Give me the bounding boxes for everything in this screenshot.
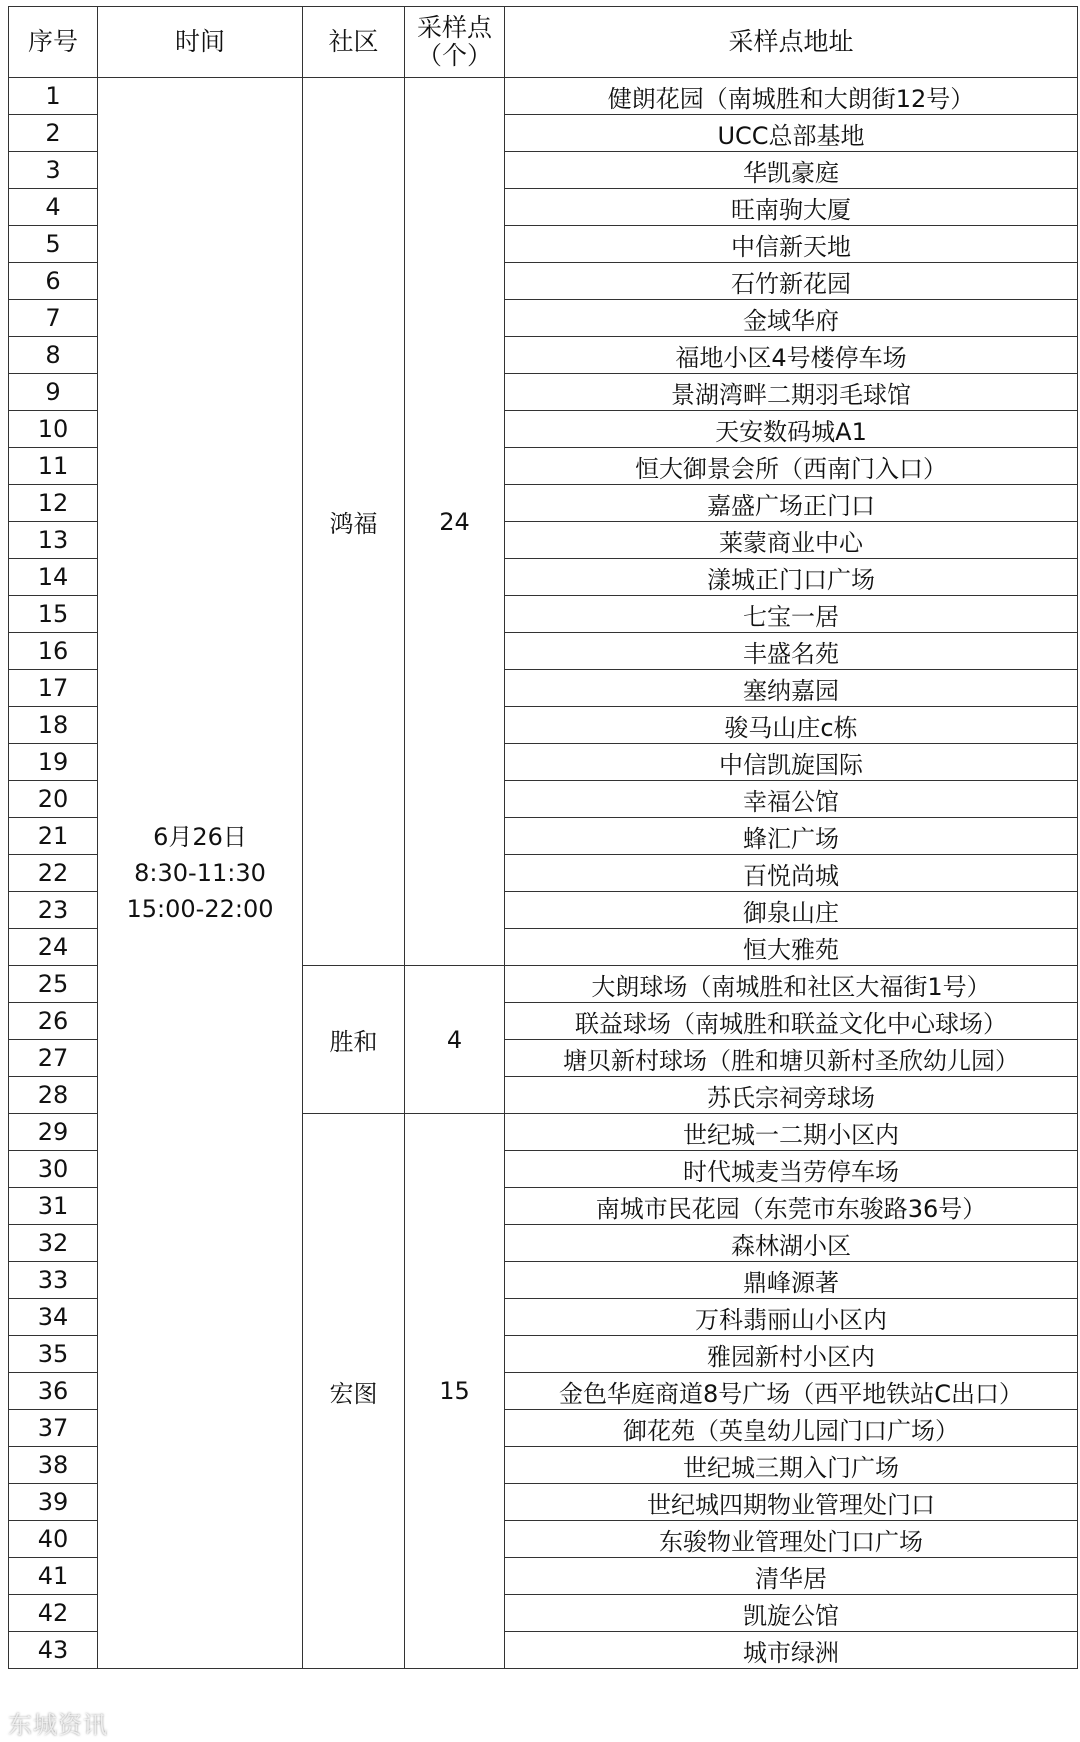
address-cell: 凯旋公馆 <box>505 1595 1078 1632</box>
row-number: 6 <box>9 263 98 300</box>
row-number: 8 <box>9 337 98 374</box>
address-cell: 联益球场（南城胜和联益文化中心球场） <box>505 1003 1078 1040</box>
header-address: 采样点地址 <box>505 7 1078 78</box>
address-cell: 骏马山庄c栋 <box>505 707 1078 744</box>
row-number: 23 <box>9 892 98 929</box>
address-cell: 清华居 <box>505 1558 1078 1595</box>
row-number: 40 <box>9 1521 98 1558</box>
address-cell: 旺南驹大厦 <box>505 189 1078 226</box>
address-cell: 幸福公馆 <box>505 781 1078 818</box>
address-cell: 南城市民花园（东莞市东骏路36号） <box>505 1188 1078 1225</box>
site-count-cell: 15 <box>405 1114 505 1669</box>
address-cell: 中信新天地 <box>505 226 1078 263</box>
time-slot1: 8:30-11:30 <box>134 859 266 887</box>
row-number: 13 <box>9 522 98 559</box>
row-number: 7 <box>9 300 98 337</box>
row-number: 10 <box>9 411 98 448</box>
address-cell: 世纪城四期物业管理处门口 <box>505 1484 1078 1521</box>
address-cell: 塞纳嘉园 <box>505 670 1078 707</box>
address-cell: 天安数码城A1 <box>505 411 1078 448</box>
row-number: 15 <box>9 596 98 633</box>
address-cell: 鼎峰源著 <box>505 1262 1078 1299</box>
row-number: 36 <box>9 1373 98 1410</box>
row-number: 12 <box>9 485 98 522</box>
row-number: 2 <box>9 115 98 152</box>
row-number: 22 <box>9 855 98 892</box>
address-cell: 金域华府 <box>505 300 1078 337</box>
row-number: 24 <box>9 929 98 966</box>
table-body <box>9 78 1078 1669</box>
header-time: 时间 <box>98 7 303 78</box>
row-number: 28 <box>9 1077 98 1114</box>
address-cell: 世纪城三期入门广场 <box>505 1447 1078 1484</box>
time-slot2: 15:00-22:00 <box>126 895 274 923</box>
address-cell: 塘贝新村球场（胜和塘贝新村圣欣幼儿园） <box>505 1040 1078 1077</box>
row-number: 33 <box>9 1262 98 1299</box>
row-number: 17 <box>9 670 98 707</box>
address-cell: 百悦尚城 <box>505 855 1078 892</box>
address-cell: 御花苑（英皇幼儿园门口广场） <box>505 1410 1078 1447</box>
site-count-cell: 24 <box>405 78 505 966</box>
row-number: 1 <box>9 78 98 115</box>
row-number: 38 <box>9 1447 98 1484</box>
address-cell: 万科翡丽山小区内 <box>505 1299 1078 1336</box>
address-cell: 嘉盛广场正门口 <box>505 485 1078 522</box>
row-number: 30 <box>9 1151 98 1188</box>
row-number: 39 <box>9 1484 98 1521</box>
row-number: 26 <box>9 1003 98 1040</box>
address-cell: 世纪城一二期小区内 <box>505 1114 1078 1151</box>
address-cell: 雅园新村小区内 <box>505 1336 1078 1373</box>
address-cell: 福地小区4号楼停车场 <box>505 337 1078 374</box>
address-cell: 景湖湾畔二期羽毛球馆 <box>505 374 1078 411</box>
row-number: 11 <box>9 448 98 485</box>
address-cell: 华凯豪庭 <box>505 152 1078 189</box>
time-cell <box>98 78 303 1669</box>
table-row <box>9 78 1078 115</box>
address-cell: 御泉山庄 <box>505 892 1078 929</box>
row-number: 29 <box>9 1114 98 1151</box>
watermark: 东城资讯 <box>8 1711 108 1739</box>
row-number: 41 <box>9 1558 98 1595</box>
address-cell: 七宝一居 <box>505 596 1078 633</box>
row-number: 25 <box>9 966 98 1003</box>
row-number: 43 <box>9 1632 98 1669</box>
header-community: 社区 <box>303 7 405 78</box>
address-cell: 时代城麦当劳停车场 <box>505 1151 1078 1188</box>
header-count-line2: （个） <box>416 41 492 70</box>
row-number: 9 <box>9 374 98 411</box>
address-cell: 中信凯旋国际 <box>505 744 1078 781</box>
address-cell: 健朗花园（南城胜和大朗街12号） <box>505 78 1078 115</box>
row-number: 27 <box>9 1040 98 1077</box>
address-cell: 森林湖小区 <box>505 1225 1078 1262</box>
row-number: 18 <box>9 707 98 744</box>
row-number: 32 <box>9 1225 98 1262</box>
row-number: 31 <box>9 1188 98 1225</box>
row-number: 34 <box>9 1299 98 1336</box>
address-cell: 莱蒙商业中心 <box>505 522 1078 559</box>
community-cell: 鸿福 <box>303 78 405 966</box>
time-date: 6月26日 <box>153 823 247 851</box>
header-no: 序号 <box>9 7 98 78</box>
row-number: 19 <box>9 744 98 781</box>
row-number: 20 <box>9 781 98 818</box>
address-cell: 苏氏宗祠旁球场 <box>505 1077 1078 1114</box>
site-count-cell: 4 <box>405 966 505 1114</box>
community-cell: 胜和 <box>303 966 405 1114</box>
address-cell: 金色华庭商道8号广场（西平地铁站C出口） <box>505 1373 1078 1410</box>
address-cell: 城市绿洲 <box>505 1632 1078 1669</box>
row-number: 37 <box>9 1410 98 1447</box>
row-number: 35 <box>9 1336 98 1373</box>
row-number: 4 <box>9 189 98 226</box>
header-count-line1: 采样点 <box>416 13 492 42</box>
row-number: 16 <box>9 633 98 670</box>
row-number: 42 <box>9 1595 98 1632</box>
header-count <box>405 7 505 78</box>
address-cell: 恒大雅苑 <box>505 929 1078 966</box>
address-cell: UCC总部基地 <box>505 115 1078 152</box>
address-cell: 大朗球场（南城胜和社区大福街1号） <box>505 966 1078 1003</box>
community-cell: 宏图 <box>303 1114 405 1669</box>
address-cell: 恒大御景会所（西南门入口） <box>505 448 1078 485</box>
row-number: 21 <box>9 818 98 855</box>
address-cell: 石竹新花园 <box>505 263 1078 300</box>
address-cell: 漾城正门口广场 <box>505 559 1078 596</box>
row-number: 5 <box>9 226 98 263</box>
sampling-sites-table <box>8 6 1078 1669</box>
address-cell: 东骏物业管理处门口广场 <box>505 1521 1078 1558</box>
row-number: 14 <box>9 559 98 596</box>
row-number: 3 <box>9 152 98 189</box>
header-row <box>9 7 1078 78</box>
address-cell: 丰盛名苑 <box>505 633 1078 670</box>
address-cell: 蜂汇广场 <box>505 818 1078 855</box>
